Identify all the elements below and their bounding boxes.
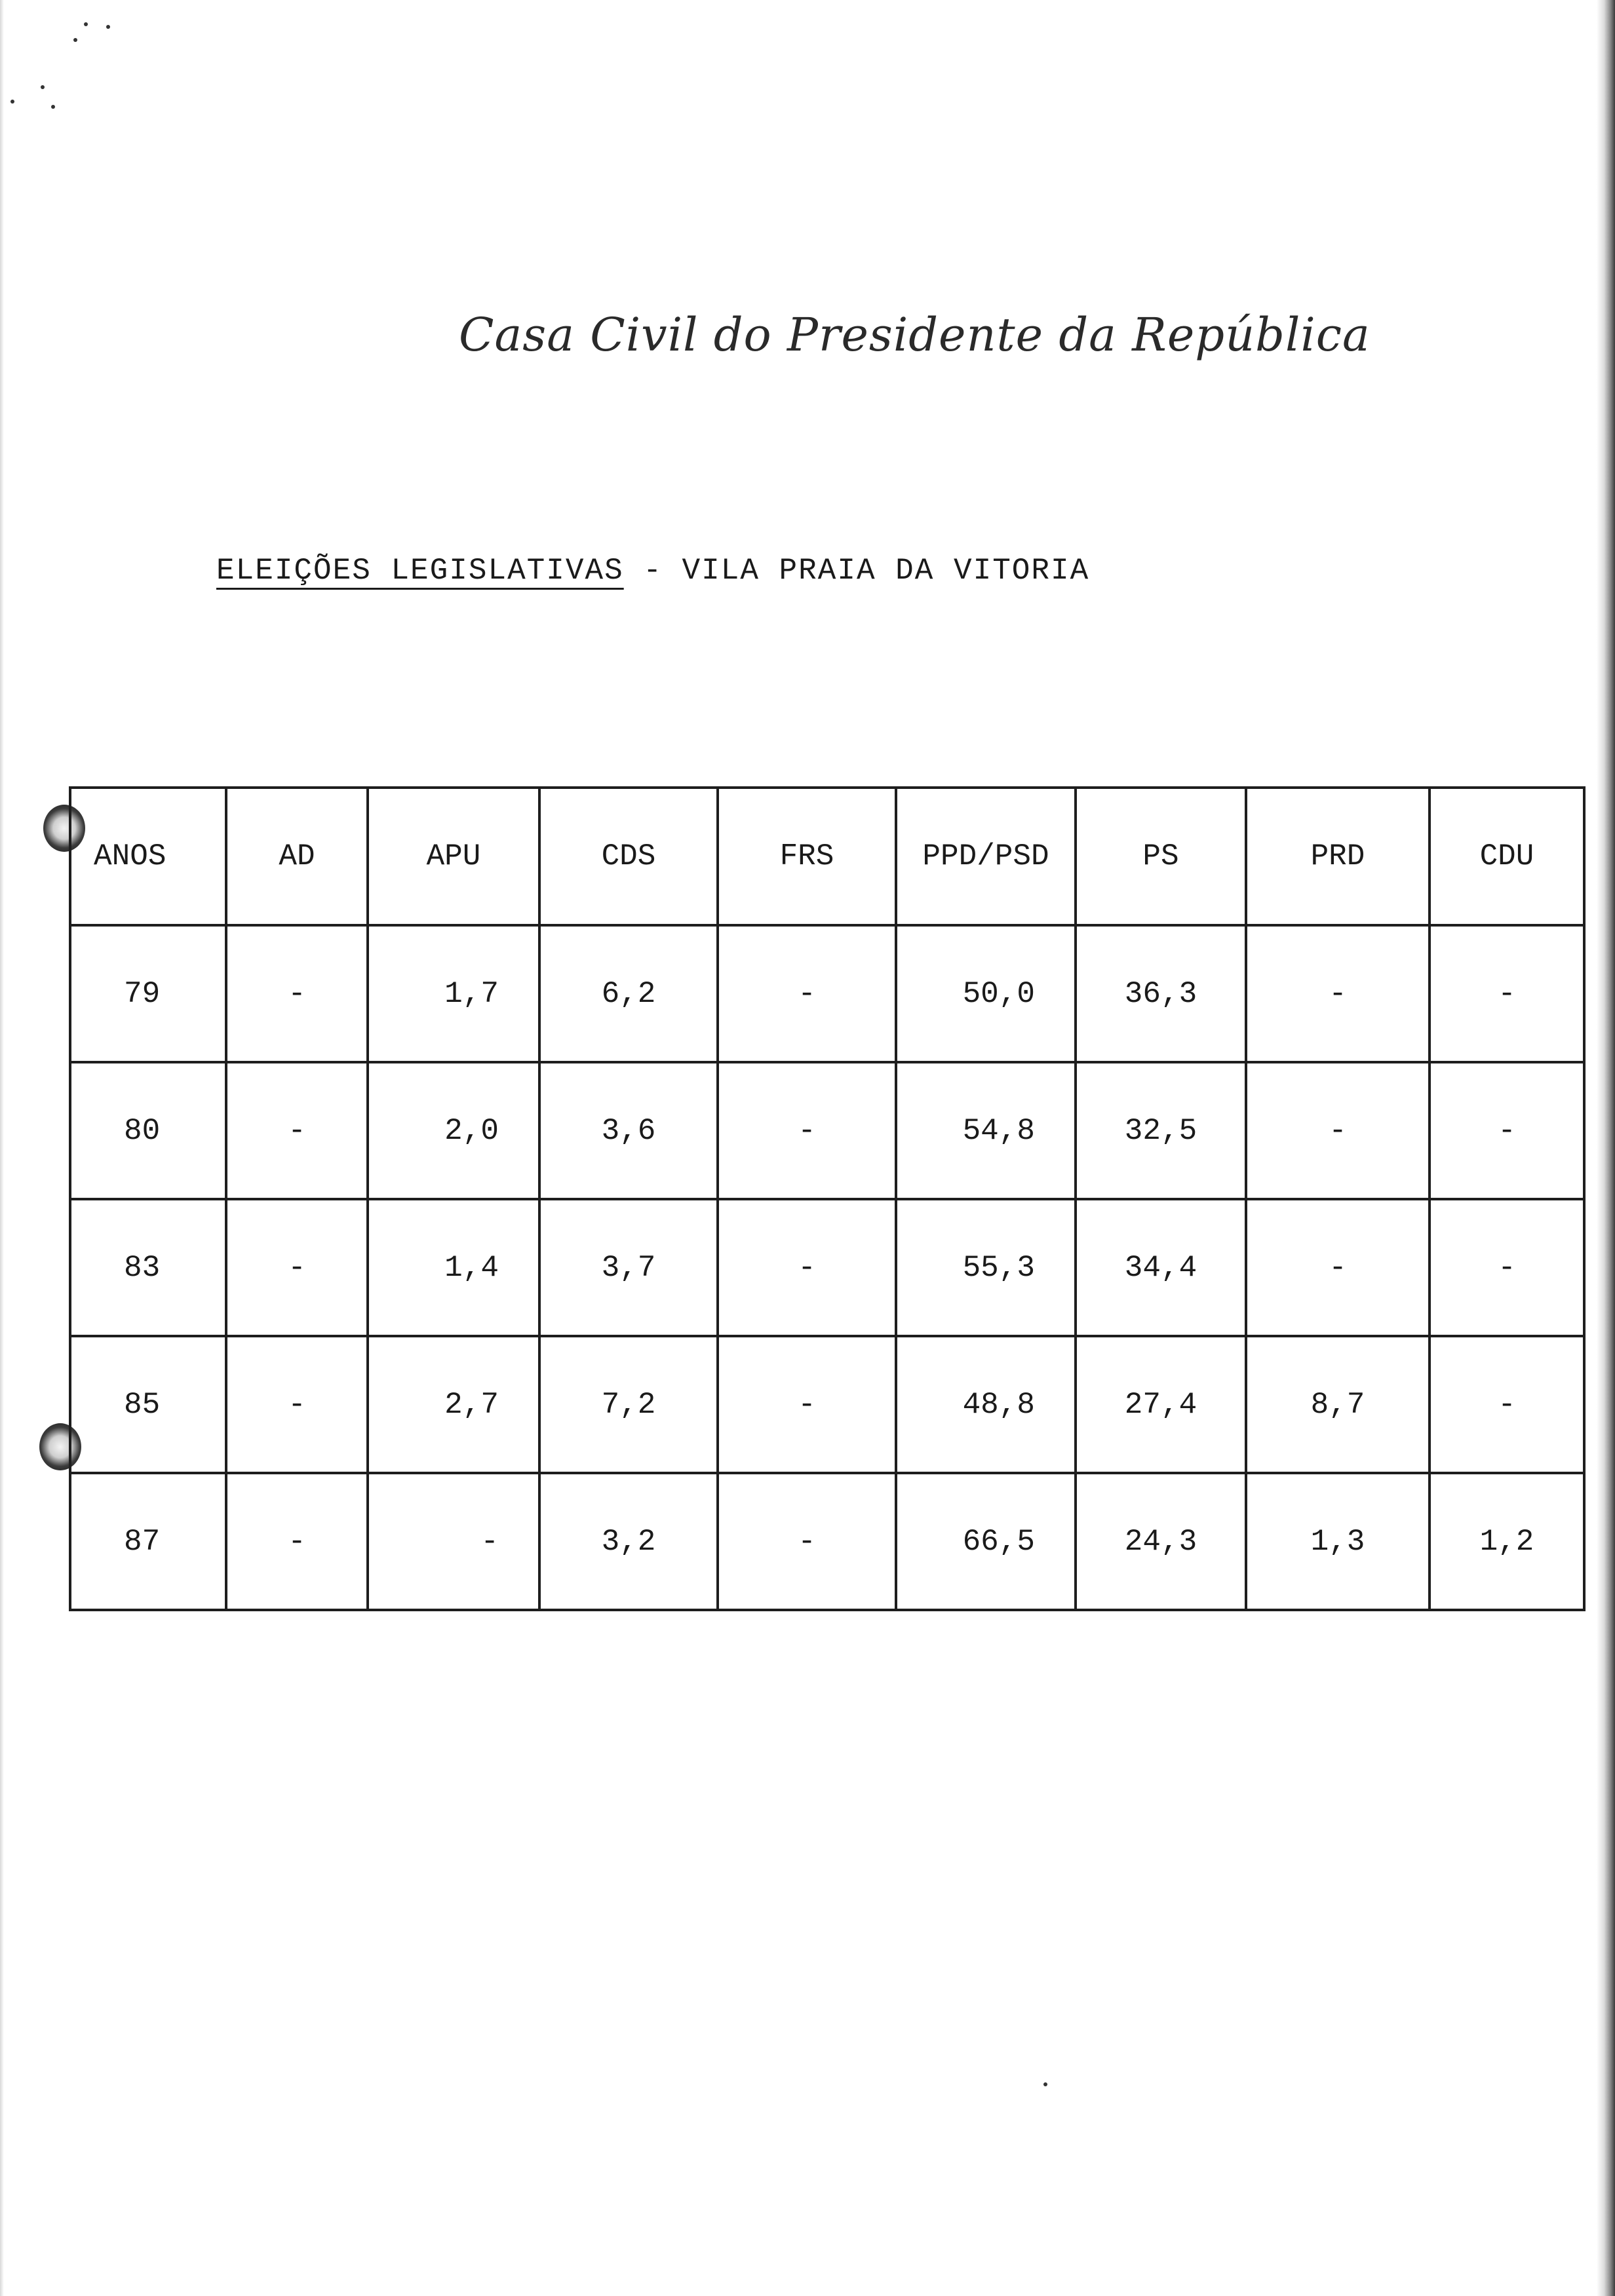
cell-cdu: - <box>1430 925 1584 1062</box>
cell-cdu: - <box>1430 1336 1584 1473</box>
page-edge-left <box>0 0 4 2296</box>
cell-frs: - <box>718 1199 896 1336</box>
cell-ad: - <box>226 1062 368 1199</box>
scan-speck <box>51 105 55 109</box>
cell-prd: - <box>1246 925 1430 1062</box>
cell-year: 87 <box>70 1473 226 1610</box>
document-title <box>216 554 1089 588</box>
header-ad: AD <box>226 788 368 925</box>
cell-ps: 32,5 <box>1076 1062 1246 1199</box>
cell-ppd-psd: 48,8 <box>896 1336 1076 1473</box>
title-rest: - VILA PRAIA DA VITORIA <box>643 554 1090 588</box>
cell-ad: - <box>226 1336 368 1473</box>
cell-apu: 2,7 <box>368 1336 539 1473</box>
cell-cds: 3,2 <box>539 1473 718 1610</box>
header-ppd-psd: PPD/PSD <box>896 788 1076 925</box>
cell-cds: 3,6 <box>539 1062 718 1199</box>
header-prd: PRD <box>1246 788 1430 925</box>
cell-ps: 24,3 <box>1076 1473 1246 1610</box>
cell-ad: - <box>226 1199 368 1336</box>
page-edge-right <box>1597 0 1615 2296</box>
cell-ppd-psd: 50,0 <box>896 925 1076 1062</box>
cell-apu: 1,7 <box>368 925 539 1062</box>
cell-year: 79 <box>70 925 226 1062</box>
scan-speck <box>10 100 14 104</box>
cell-frs: - <box>718 1473 896 1610</box>
cell-ppd-psd: 66,5 <box>896 1473 1076 1610</box>
table-header-row <box>70 788 1584 925</box>
cell-apu: 2,0 <box>368 1062 539 1199</box>
cell-cds: 7,2 <box>539 1336 718 1473</box>
table-row <box>70 1062 1584 1199</box>
header-ps: PS <box>1076 788 1246 925</box>
header-cds: CDS <box>539 788 718 925</box>
cell-prd: - <box>1246 1199 1430 1336</box>
election-results-table <box>69 786 1586 1611</box>
cell-cdu: - <box>1430 1199 1584 1336</box>
cell-frs: - <box>718 925 896 1062</box>
cell-year: 80 <box>70 1062 226 1199</box>
table-row <box>70 1336 1584 1473</box>
cell-cdu: - <box>1430 1062 1584 1199</box>
table-row <box>70 925 1584 1062</box>
scan-speck <box>1043 2082 1047 2086</box>
scan-speck <box>41 85 45 89</box>
cell-frs: - <box>718 1336 896 1473</box>
scan-speck <box>73 38 77 42</box>
letterhead: Casa Civil do Presidente da República <box>459 308 1371 362</box>
header-anos: ANOS <box>70 788 226 925</box>
cell-cdu: 1,2 <box>1430 1473 1584 1610</box>
cell-cds: 3,7 <box>539 1199 718 1336</box>
cell-frs: - <box>718 1062 896 1199</box>
cell-prd: 1,3 <box>1246 1473 1430 1610</box>
cell-ps: 34,4 <box>1076 1199 1246 1336</box>
cell-apu: - <box>368 1473 539 1610</box>
cell-ppd-psd: 55,3 <box>896 1199 1076 1336</box>
header-frs: FRS <box>718 788 896 925</box>
cell-cds: 6,2 <box>539 925 718 1062</box>
cell-year: 83 <box>70 1199 226 1336</box>
cell-ppd-psd: 54,8 <box>896 1062 1076 1199</box>
table-row <box>70 1473 1584 1610</box>
cell-prd: 8,7 <box>1246 1336 1430 1473</box>
scan-speck <box>106 25 110 29</box>
table-row <box>70 1199 1584 1336</box>
cell-ad: - <box>226 1473 368 1610</box>
cell-year: 85 <box>70 1336 226 1473</box>
cell-ps: 27,4 <box>1076 1336 1246 1473</box>
cell-ps: 36,3 <box>1076 925 1246 1062</box>
scan-speck <box>84 22 88 26</box>
title-underlined-part: ELEIÇÕES LEGISLATIVAS <box>216 554 624 588</box>
cell-apu: 1,4 <box>368 1199 539 1336</box>
header-apu: APU <box>368 788 539 925</box>
cell-ad: - <box>226 925 368 1062</box>
cell-prd: - <box>1246 1062 1430 1199</box>
header-cdu: CDU <box>1430 788 1584 925</box>
